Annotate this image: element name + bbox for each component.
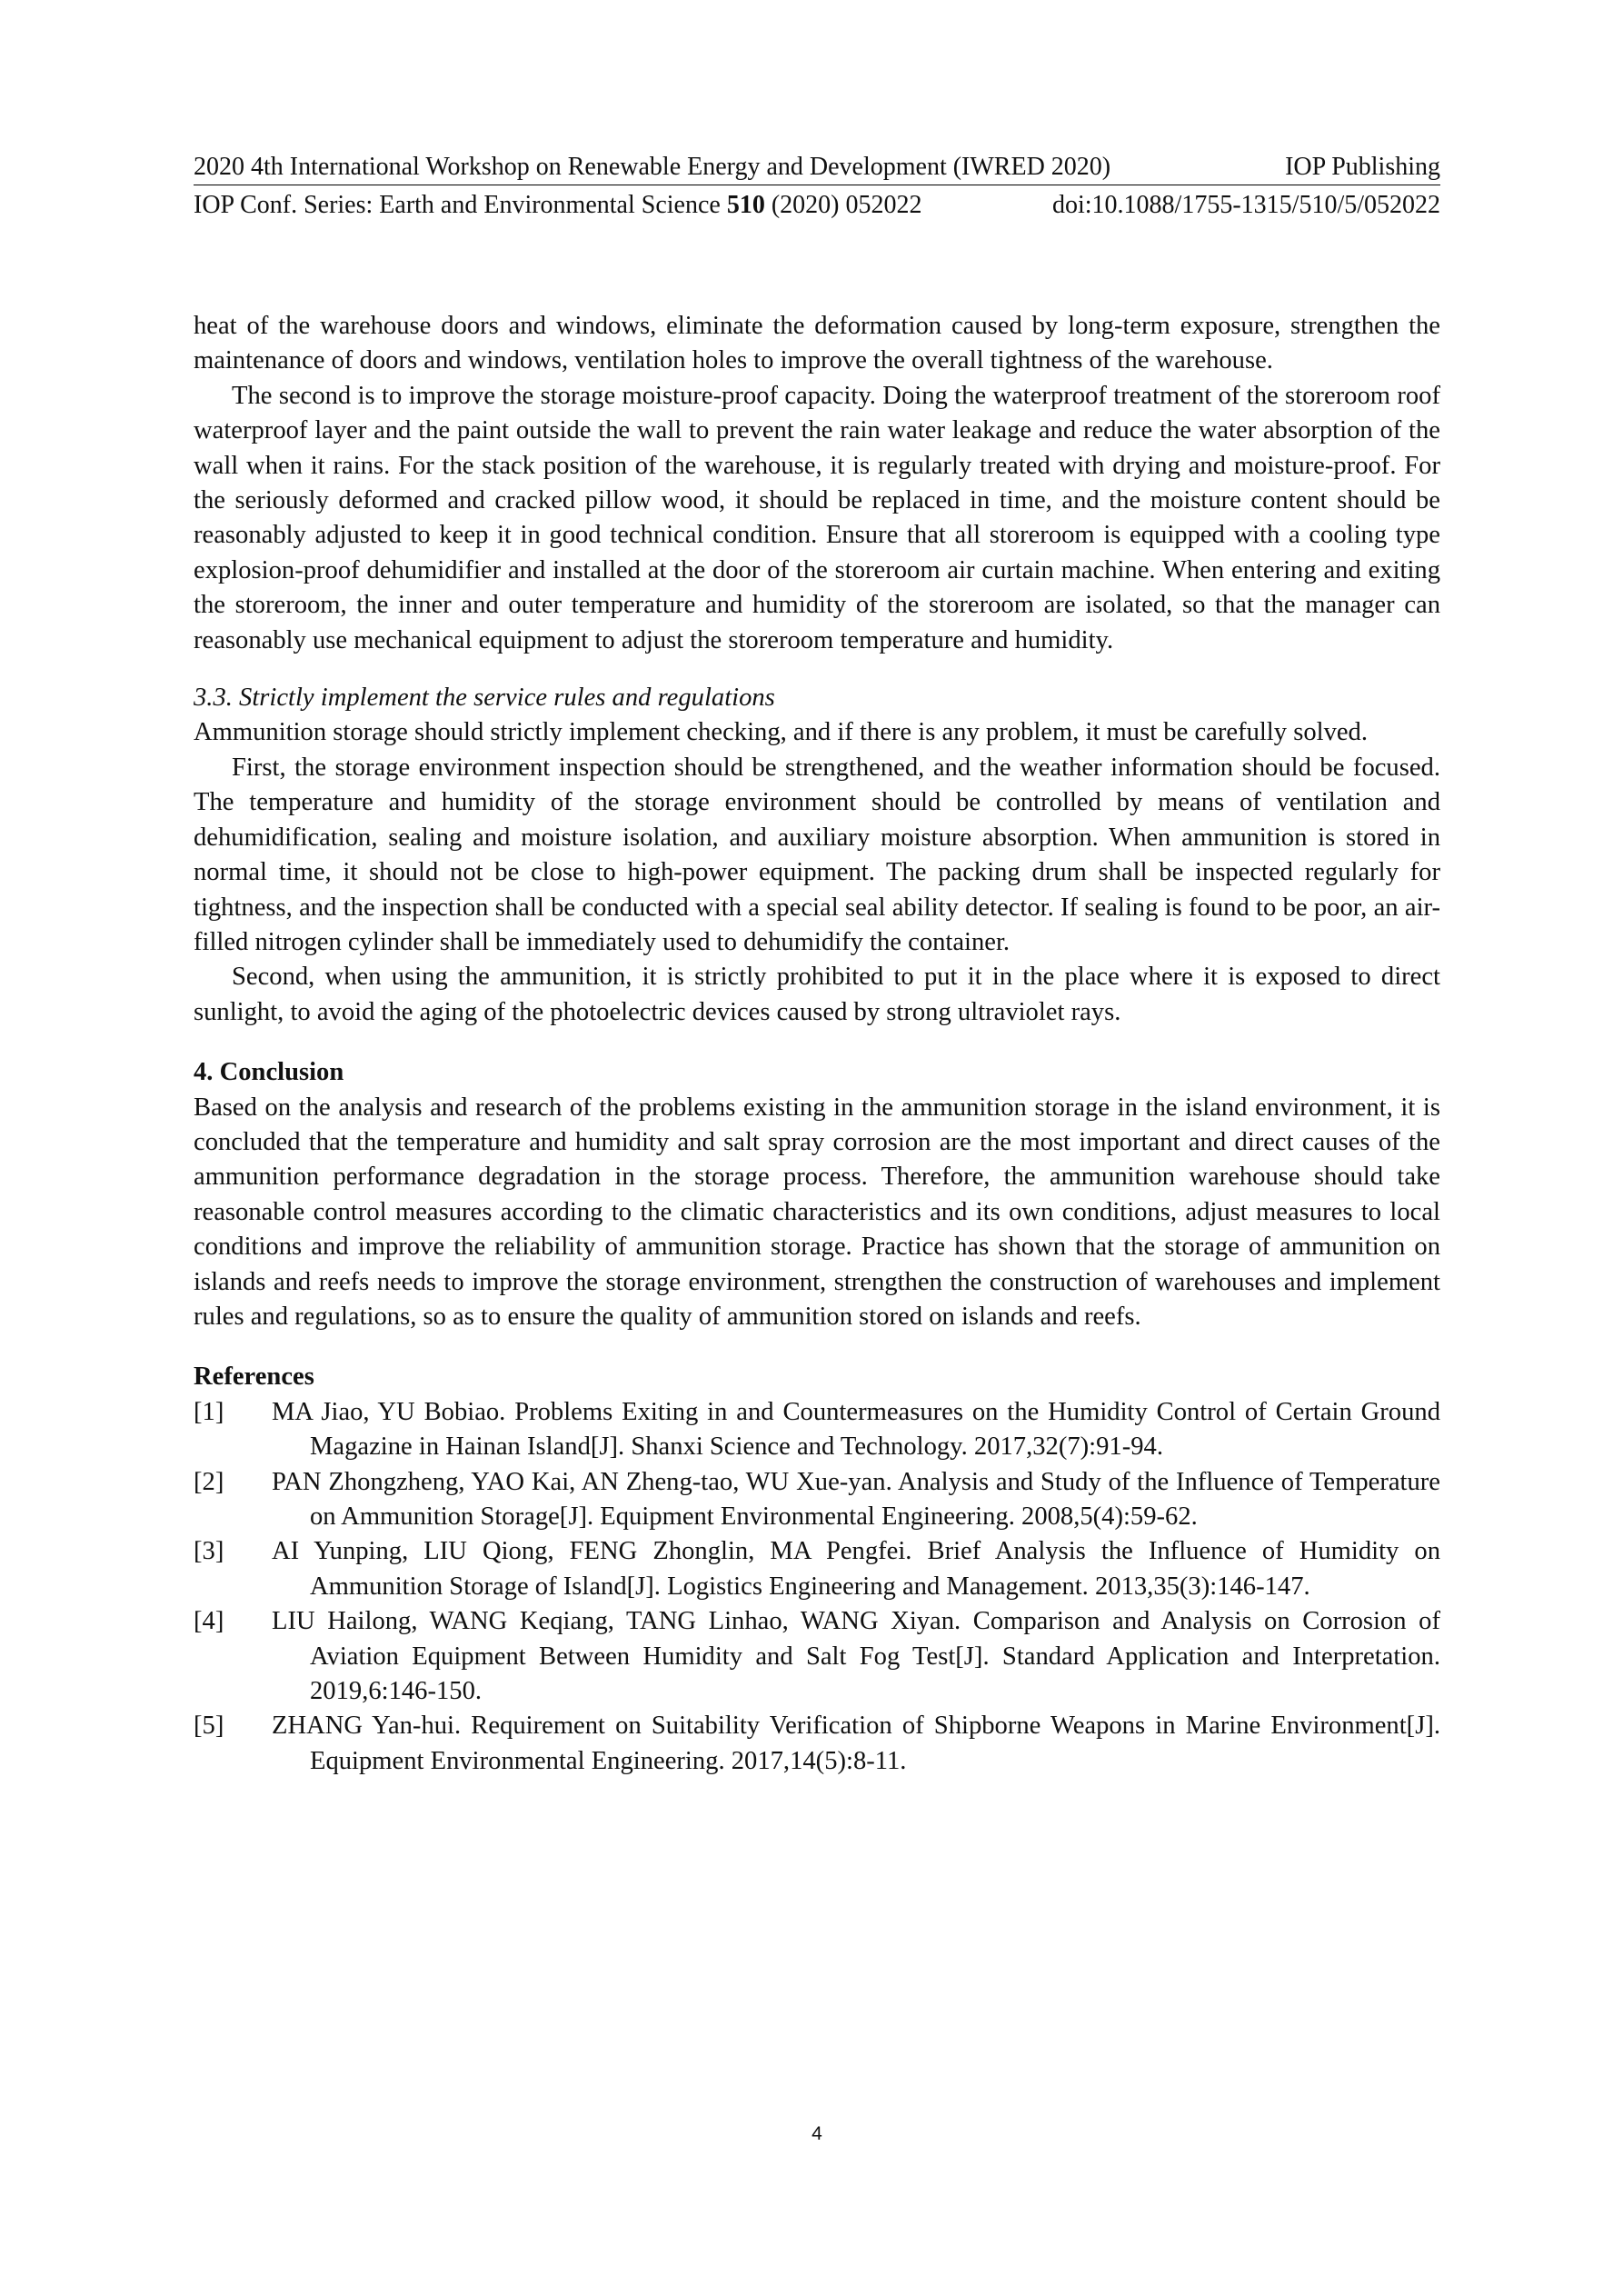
section-heading-3-3: 3.3. Strictly implement the service rules and regulations xyxy=(194,684,775,713)
reference-item xyxy=(194,1534,1440,1604)
conference-title: 2020 4th International Workshop on Renewable Energy and Development (IWRED 2020) xyxy=(194,153,1111,181)
page-number: 4 xyxy=(812,2123,822,2144)
reference-item xyxy=(194,1395,1440,1465)
paragraph-continued: heat of the warehouse doors and windows, eliminate the deformation caused by long-term exposure, strengthen the maintenance of doors and windows, ventilation holes to improve the overall tightness of the warehouse. xyxy=(194,312,1440,375)
paragraph-conclusion: Based on the analysis and research of the problems existing in the ammunition storage in the island environment, it is concluded that the temperature and humidity and salt spray corrosion are the most important and direct causes of the ammunition performance degradation in the storage process. Therefore, the ammunition warehouse should take reasonable control measures according to the climatic characteristics and its own conditions, adjust measures to local conditions and improve the reliability of ammunition storage. Practice has shown that the storage of ammunition on islands and reefs needs to improve the storage environment, strengthen the construction of warehouses and implement rules and regulations, so as to ensure the quality of ammunition stored on islands and reefs. xyxy=(194,1093,1440,1331)
reference-text: AI Yunping, LIU Qiong, FENG Zhonglin, MA Pengfei. Brief Analysis the Influence of Humidity on Ammunition Storage of Island[J]. Logistics Engineering and Management. 2013,35(3):146-147. xyxy=(272,1537,1440,1601)
header-top-row xyxy=(194,151,1440,185)
reference-number: [3] xyxy=(194,1537,224,1566)
paragraph-inspection: First, the storage environment inspection should be strengthened, and the weather information should be focused. The temperature and humidity of the storage environment should be controlled by means of ventilation and dehumidification, sealing and moisture isolation, and auxiliary moisture absorption. When ammunition is stored in normal time, it should not be close to high-power equipment. The packing drum shall be inspected regularly for tightness, and the inspection shall be conducted with a special seal ability detector. If sealing is found to be poor, an air-filled nitrogen cylinder shall be immediately used to dehumidify the container. xyxy=(194,753,1440,956)
paragraph-sunlight: Second, when using the ammunition, it is strictly prohibited to put it in the place where it is exposed to direct sunlight, to avoid the aging of the photoelectric devices caused by strong ultraviolet rays. xyxy=(194,963,1440,1026)
reference-text: PAN Zhongzheng, YAO Kai, AN Zheng-tao, WU Xue-yan. Analysis and Study of the Influence of Temperature on Ammunition Storage[J]. Equipment Environmental Engineering. 2008,5(4):59-62. xyxy=(272,1467,1440,1531)
reference-text: LIU Hailong, WANG Keqiang, TANG Linhao, WANG Xiyan. Comparison and Analysis on Corrosion of Aviation Equipment Between Humidity and Salt Fog Test[J]. Standard Application and Interpretation. 2019,6:146-150. xyxy=(272,1607,1440,1706)
series-citation xyxy=(194,189,921,222)
references-heading: References xyxy=(194,1363,314,1392)
paragraph-service-rules: Ammunition storage should strictly implement checking, and if there is any problem, it must be carefully solved. xyxy=(194,718,1368,747)
reference-number: [1] xyxy=(194,1397,224,1426)
reference-list xyxy=(194,1395,1440,1779)
doi-link[interactable]: doi:10.1088/1755-1315/510/5/052022 xyxy=(1052,191,1440,219)
reference-text: ZHANG Yan-hui. Requirement on Suitability Verification of Shipborne Weapons in Marine Environment[J]. Equipment Environmental Engineering. 2017,14(5):8-11. xyxy=(272,1712,1440,1775)
running-header xyxy=(194,151,1440,222)
main-body xyxy=(194,309,1440,1779)
series-suffix: (2020) 052022 xyxy=(764,191,922,219)
series-prefix: IOP Conf. Series: Earth and Environmental Science xyxy=(194,191,727,219)
paragraph-moisture-proof: The second is to improve the storage moisture-proof capacity. Doing the waterproof treatment of the storeroom roof waterproof layer and the paint outside the wall to prevent the rain water leakage and reduce the water absorption of the wall when it rains. For the stack position of the warehouse, it is regularly treated with drying and moisture-proof. For the seriously deformed and cracked pillow wood, it should be replaced in time, and the moisture content should be reasonably adjusted to keep it in good technical condition. Ensure that all storeroom is equipped with a cooling type explosion-proof dehumidifier and installed at the door of the storeroom air curtain machine. When entering and exiting the storeroom, the inner and outer temperature and humidity of the storeroom are isolated, so that the manager can reasonably use mechanical equipment to adjust the storeroom temperature and humidity. xyxy=(194,381,1440,654)
reference-item xyxy=(194,1709,1440,1779)
publisher-name: IOP Publishing xyxy=(1285,153,1440,181)
reference-text: MA Jiao, YU Bobiao. Problems Exiting in and Countermeasures on the Humidity Control of Certain Ground Magazine in Hainan Island[J]. Shanxi Science and Technology. 2017,32(7):91-94. xyxy=(272,1397,1440,1462)
reference-item xyxy=(194,1604,1440,1709)
reference-item xyxy=(194,1465,1440,1535)
header-bottom-row xyxy=(194,185,1440,222)
section-heading-conclusion: 4. Conclusion xyxy=(194,1058,344,1087)
reference-number: [2] xyxy=(194,1467,224,1496)
reference-number: [5] xyxy=(194,1712,224,1741)
volume-number: 510 xyxy=(726,191,765,219)
reference-number: [4] xyxy=(194,1607,224,1636)
